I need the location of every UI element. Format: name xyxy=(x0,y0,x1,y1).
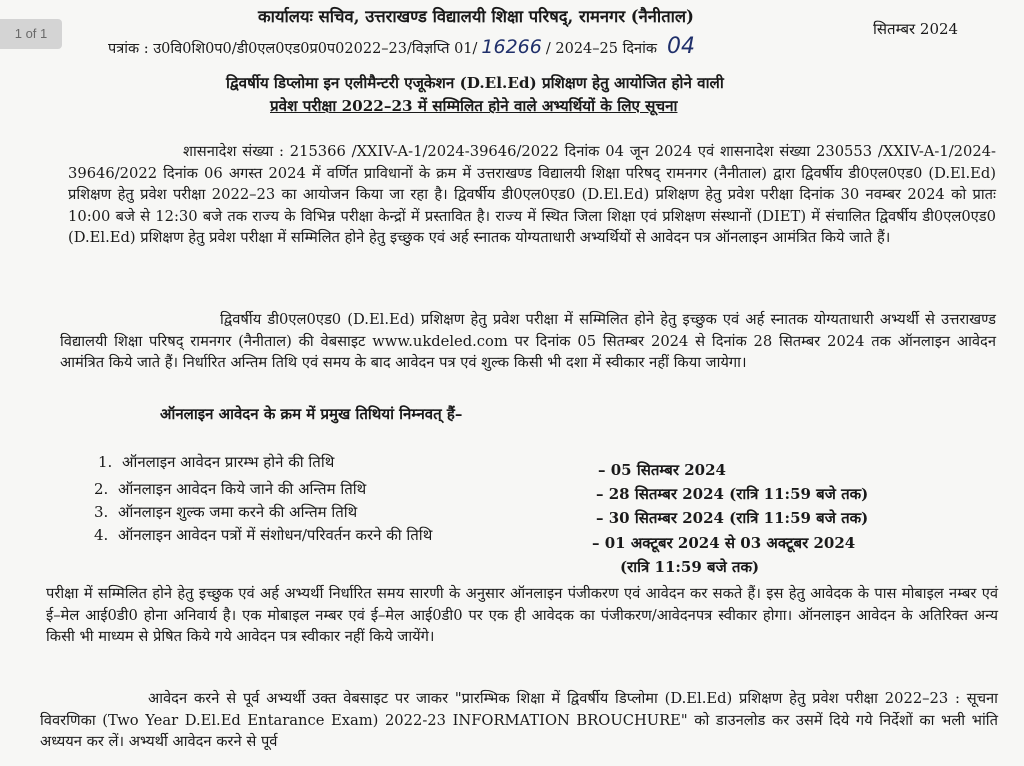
date-row-3-value: – 30 सितम्बर 2024 (रात्रि 11:59 बजे तक) xyxy=(596,509,869,527)
date-row-4-value: – 01 अक्टूबर 2024 से 03 अक्टूबर 2024 xyxy=(592,534,856,552)
paragraph-application-window: द्विवर्षीय डी0एल0एड0 (D.El.Ed) प्रशिक्षण हेतु प्रवेश परीक्षा में सम्मिलित होने हेतु इच्छुक एवं अर्ह स्नातक योग्यताधारी अभ्यर्थी से उत्तराखण्ड विद्यालयी शिक्षा परिषद् रामनगर (नैनीताल) की वेबसाइट www.ukdeled.com पर दिनांक 05 सितम्बर 2024 से दिनांक 28 सितम्बर 2024 तक ऑनलाइन आवेदन आमंत्रित किये जाते हैं। निर्धारित अन्तिम तिथि एवं समय के बाद आवेदन पत्र एवं शुल्क किसी भी दशा में स्वीकार नहीं किया जायेगा। xyxy=(60,311,996,371)
date-handwritten: 04 xyxy=(666,34,695,59)
date-row-4 xyxy=(94,525,432,545)
date-row-number: 2. xyxy=(94,480,109,498)
notice-date-month: सितम्बर 2024 xyxy=(873,20,959,38)
reference-prefix: पत्रांक : उ0वि0शि0प0/डी0एल0एड0प्र0प02022–23/विज्ञप्ति 01/ xyxy=(108,41,478,57)
date-row-2 xyxy=(94,479,366,499)
page-indicator: 1 of 1 xyxy=(0,19,62,49)
date-row-2-value: – 28 सितम्बर 2024 (रात्रि 11:59 बजे तक) xyxy=(596,485,869,503)
reference-suffix: / 2024–25 दिनांक xyxy=(545,41,657,57)
paragraph-information-brochure: आवेदन करने से पूर्व अभ्यर्थी उक्त वेबसाइट पर जाकर "प्रारम्भिक शिक्षा में द्विवर्षीय डिप्लोमा (D.El.Ed) प्रशिक्षण हेतु प्रवेश परीक्षा 2022–23 : सूचना विवरणिका (Two Year D.El.Ed Entarance Exam) 2022-23 INFORMATION BROUCHURE" को डाउनलोड कर उसमें दिये गये निर्देशों का भली भांति अध्ययन कर लें। अभ्यर्थी आवेदन करने से पूर्व xyxy=(40,690,998,750)
notice-title-line-2: प्रवेश परीक्षा 2022–23 में सम्मिलित होने वाले अभ्यर्थियों के लिए सूचना xyxy=(270,97,678,115)
date-row-1-value: – 05 सितम्बर 2024 xyxy=(598,461,726,479)
office-heading: कार्यालयः सचिव, उत्तराखण्ड विद्यालयी शिक्षा परिषद्, रामनगर (नैनीताल) xyxy=(258,7,694,26)
date-row-label: ऑनलाइन आवेदन पत्रों में संशोधन/परिवर्तन करने की तिथि xyxy=(118,526,433,544)
date-row-label: ऑनलाइन शुल्क जमा करने की अन्तिम तिथि xyxy=(118,503,358,521)
reference-line xyxy=(108,34,695,59)
date-row-label: ऑनलाइन आवेदन प्रारम्भ होने की तिथि xyxy=(122,453,335,471)
date-row-number: 3. xyxy=(94,503,109,521)
notice-title-line-1: द्विवर्षीय डिप्लोमा इन एलीमैन्टरी एजूकेशन (D.El.Ed) प्रशिक्षण हेतु आयोजित होने वाली xyxy=(226,74,724,92)
date-row-3 xyxy=(94,502,357,522)
reference-number-handwritten: 16266 xyxy=(481,36,542,58)
important-dates-intro: ऑनलाइन आवेदन के क्रम में प्रमुख तिथियां निम्नवत् हैं– xyxy=(160,405,463,423)
date-row-4-note: (रात्रि 11:59 बजे तक) xyxy=(620,558,760,576)
paragraph-government-order: शासनादेश संख्या : 215366 /XXIV-A-1/2024-39646/2022 दिनांक 04 जून 2024 एवं शासनादेश संख्या 230553 /XXIV-A-1/2024-39646/2022 दिनांक 06 अगस्त 2024 में वर्णित प्राविधानों के क्रम में उत्तराखण्ड विद्यालयी शिक्षा परिषद् रामनगर (नैनीताल) द्वारा द्विवर्षीय डी0एल0एड0 (D.El.Ed) प्रशिक्षण हेतु प्रवेश परीक्षा 2022–23 का आयोजन किया जा रहा है। द्विवर्षीय डी0एल0एड0 (D.El.Ed) प्रशिक्षण हेतु प्रवेश परीक्षा दिनांक 30 नवम्बर 2024 को प्रातः 10:00 बजे से 12:30 बजे तक राज्य के विभिन्न परीक्षा केन्द्रों में प्रस्तावित है। राज्य में स्थित जिला शिक्षा एवं प्रशिक्षण संस्थानों (DIET) में संचालित द्विवर्षीय डी0एल0एड0 (D.El.Ed) प्रशिक्षण हेतु प्रवेश परीक्षा में सम्मिलित होने हेतु इच्छुक एवं अर्ह स्नातक योग्यताधारी अभ्यर्थियों से आवेदन पत्र ऑनलाइन आमंत्रित किये जाते हैं। xyxy=(68,143,996,246)
paragraph-registration-rules: परीक्षा में सम्मिलित होने हेतु इच्छुक एवं अर्ह अभ्यर्थी निर्धारित समय सारणी के अनुसार ऑनलाइन पंजीकरण एवं आवेदन कर सकते हैं। इस हेतु आवेदक के पास मोबाइल नम्बर एवं ई–मेल आई0डी0 होना अनिवार्य है। एक मोबाइल नम्बर एवं ई–मेल आई0डी0 पर एक ही आवेदक का पंजीकरण/आवेदनपत्र स्वीकार होगा। ऑनलाइन आवेदन के अतिरिक्त अन्य किसी भी माध्यम से प्रेषित किये गये आवेदन पत्र स्वीकार नहीं किये जायेंगे। xyxy=(46,585,998,645)
date-row-label: ऑनलाइन आवेदन किये जाने की अन्तिम तिथि xyxy=(118,480,367,498)
date-row-1 xyxy=(98,452,334,472)
date-row-number: 1. xyxy=(98,453,113,471)
date-row-number: 4. xyxy=(94,526,109,544)
